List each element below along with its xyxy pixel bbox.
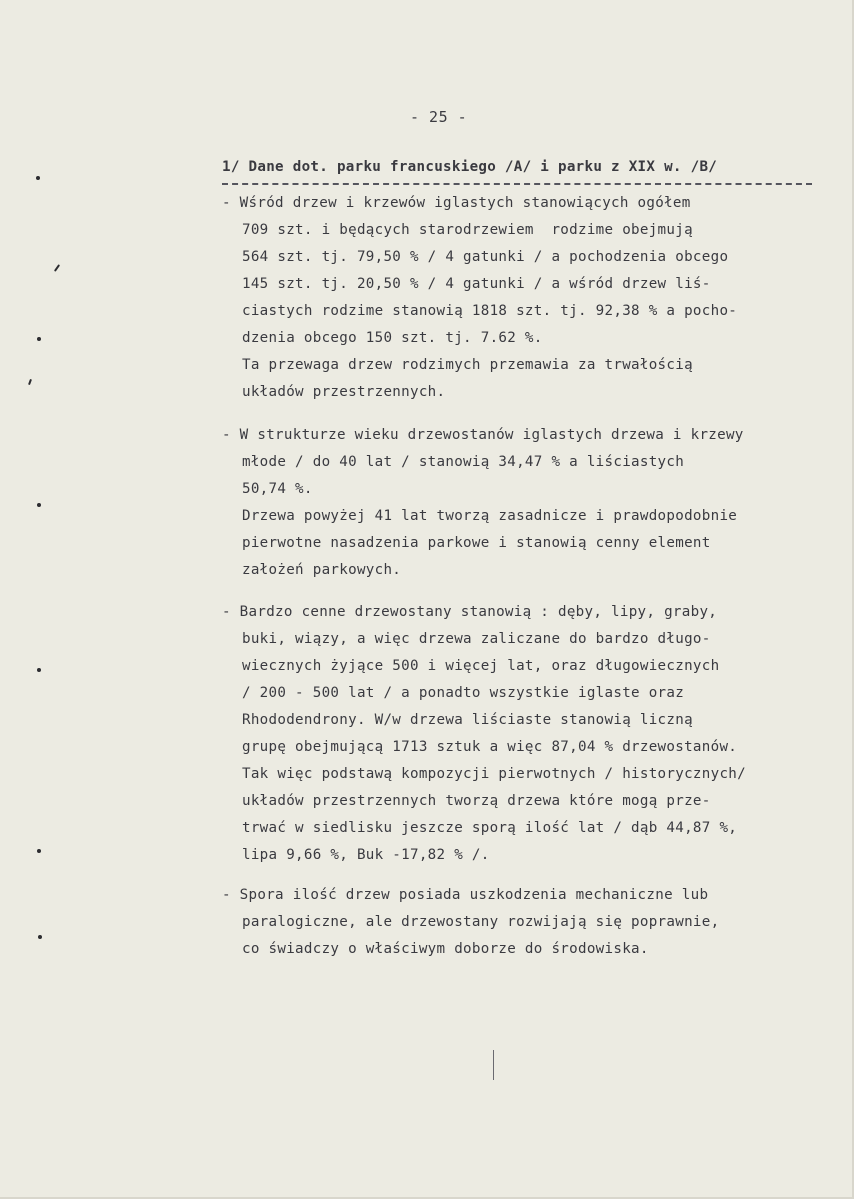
text-line: - Wśród drzew i krzewów iglastych stanowiących ogółem bbox=[222, 195, 691, 211]
page-number: - 25 - bbox=[410, 108, 468, 126]
text-line: układów przestrzennych tworzą drzewa które mogą prze- bbox=[242, 793, 711, 809]
text-line: pierwotne nasadzenia parkowe i stanowią cenny element bbox=[242, 535, 711, 551]
margin-stroke bbox=[493, 1050, 494, 1080]
text-line: Ta przewaga drzew rodzimych przemawia za trwałością bbox=[242, 357, 693, 373]
text-line: - Bardzo cenne drzewostany stanowią : dęby, lipy, graby, bbox=[222, 604, 718, 620]
margin-dot bbox=[37, 503, 41, 507]
text-line: dzenia obcego 150 szt. tj. 7.62 %. bbox=[242, 330, 543, 346]
margin-tick bbox=[54, 264, 60, 272]
margin-dot bbox=[37, 337, 41, 341]
text-line: paralogiczne, ale drzewostany rozwijają się poprawnie, bbox=[242, 914, 720, 930]
text-line: trwać w siedlisku jeszcze sporą ilość lat / dąb 44,87 %, bbox=[242, 820, 738, 836]
section-heading: 1/ Dane dot. parku francuskiego /A/ i parku z XIX w. /B/ bbox=[222, 159, 718, 175]
text-line: ciastych rodzime stanowią 1818 szt. tj. 92,38 % a pocho- bbox=[242, 303, 738, 319]
text-line: buki, wiązy, a więc drzewa zaliczane do bardzo długo- bbox=[242, 631, 711, 647]
text-line: założeń parkowych. bbox=[242, 562, 402, 578]
margin-dot bbox=[38, 935, 42, 939]
text-line: lipa 9,66 %, Buk -17,82 % /. bbox=[242, 847, 490, 863]
text-line: 145 szt. tj. 20,50 % / 4 gatunki / a wśród drzew liś- bbox=[242, 276, 711, 292]
text-line: młode / do 40 lat / stanowią 34,47 % a liściastych bbox=[242, 454, 685, 470]
text-line: Rhododendrony. W/w drzewa liściaste stanowią liczną bbox=[242, 712, 693, 728]
heading-underline bbox=[222, 183, 812, 185]
margin-dot bbox=[37, 668, 41, 672]
margin-dot bbox=[36, 176, 40, 180]
text-line: / 200 - 500 lat / a ponadto wszystkie iglaste oraz bbox=[242, 685, 685, 701]
text-line: - W strukturze wieku drzewostanów iglastych drzewa i krzewy bbox=[222, 427, 744, 443]
text-line: Tak więc podstawą kompozycji pierwotnych / historycznych/ bbox=[242, 766, 746, 782]
text-line: wiecznych żyjące 500 i więcej lat, oraz długowiecznych bbox=[242, 658, 720, 674]
text-line: Drzewa powyżej 41 lat tworzą zasadnicze i prawdopodobnie bbox=[242, 508, 738, 524]
text-line: 564 szt. tj. 79,50 % / 4 gatunki / a pochodzenia obcego bbox=[242, 249, 729, 265]
text-line: - Spora ilość drzew posiada uszkodzenia mechaniczne lub bbox=[222, 887, 709, 903]
text-line: 709 szt. i będących starodrzewiem rodzime obejmują bbox=[242, 222, 693, 238]
margin-tick bbox=[28, 379, 32, 385]
margin-dot bbox=[37, 849, 41, 853]
text-line: 50,74 %. bbox=[242, 481, 313, 497]
text-line: grupę obejmującą 1713 sztuk a więc 87,04 % drzewostanów. bbox=[242, 739, 738, 755]
text-line: co świadczy o właściwym doborze do środowiska. bbox=[242, 941, 649, 957]
text-line: układów przestrzennych. bbox=[242, 384, 446, 400]
